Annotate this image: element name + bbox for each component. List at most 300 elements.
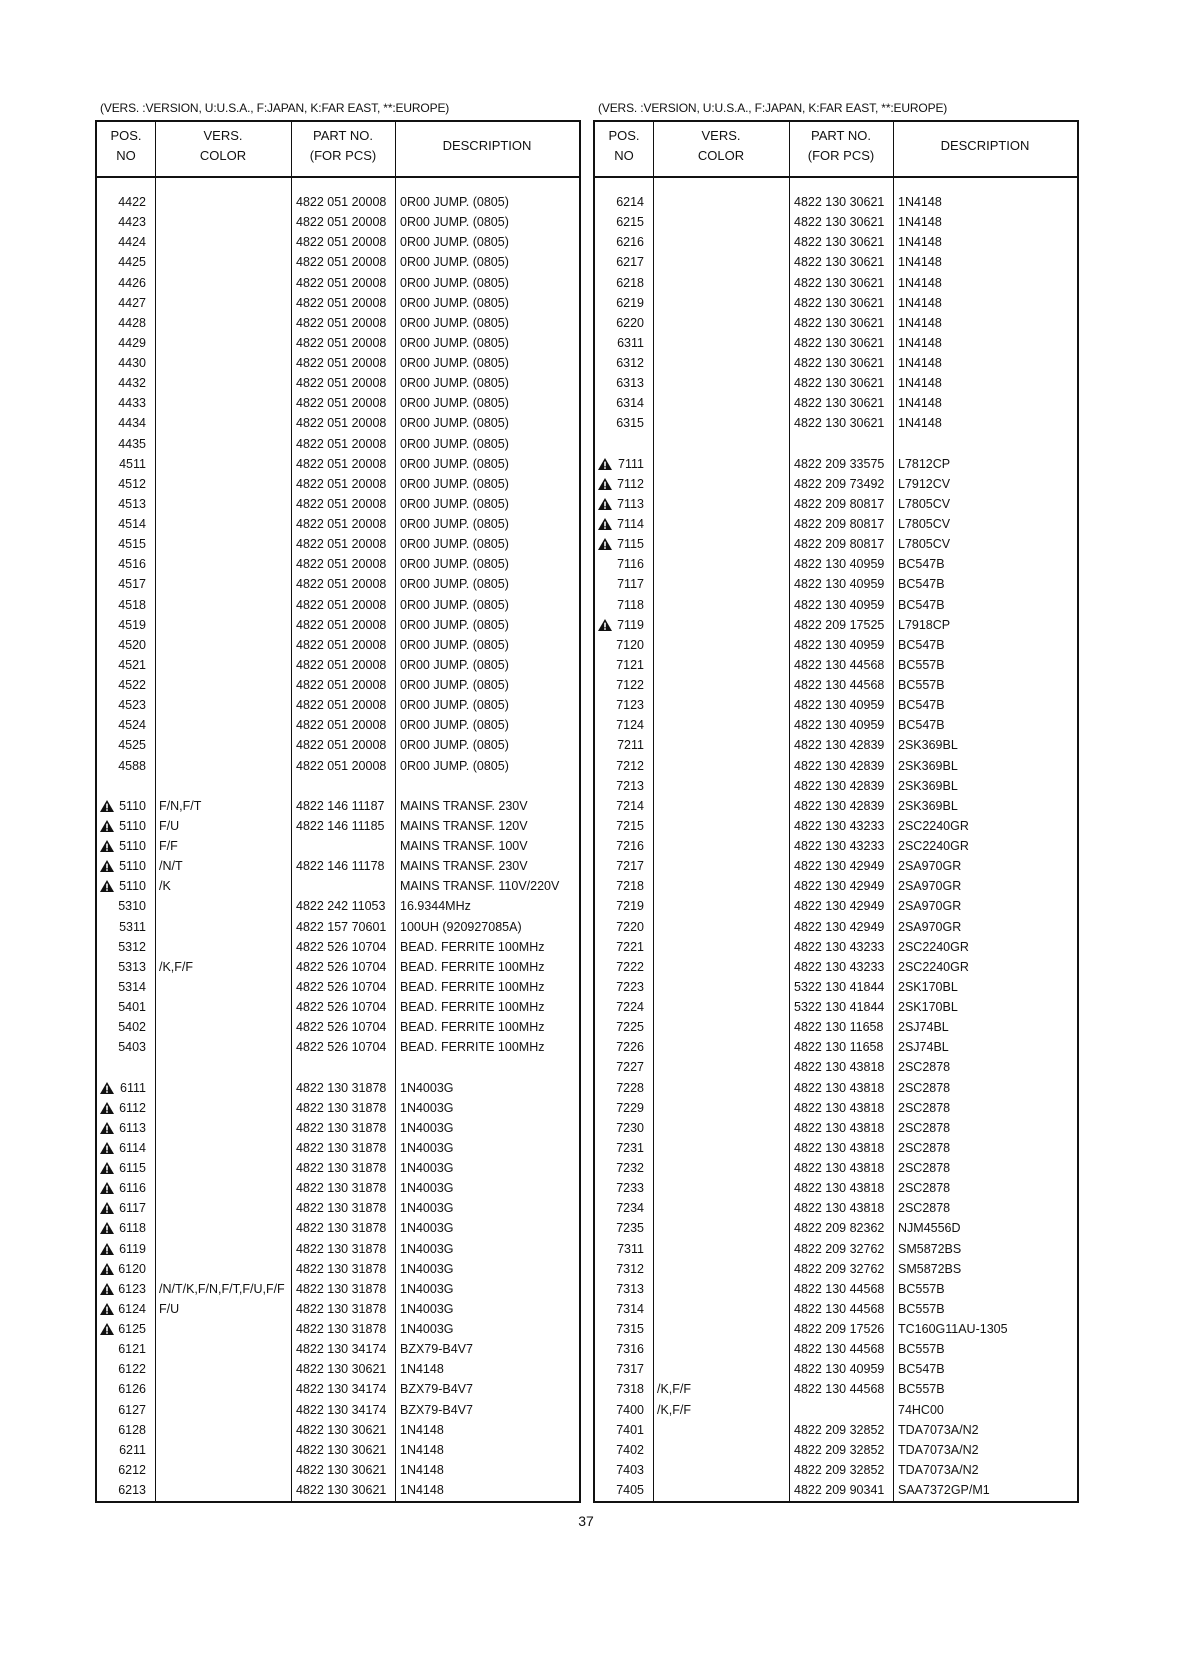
vers-color-text: /N/T/K,F/N,F/T,F/U,F/F [159,1281,285,1296]
description-cell [395,957,579,977]
pos-no-text: 6214 [616,195,644,209]
pos-no-text: 4525 [118,738,146,753]
description-cell [395,735,579,755]
pos-no-text: 5401 [118,1000,146,1014]
table-row [595,675,1077,695]
part-no-text: 4822 130 42949 [794,879,885,894]
part-no-cell [789,1299,893,1319]
description-cell [893,836,1077,856]
description-text: BEAD. FERRITE 100MHz [400,1000,545,1014]
pos-no-cell [595,896,653,916]
part-no-cell [789,1379,893,1399]
header-description [893,122,1077,176]
description-cell [893,876,1077,896]
part-no-text: 4822 130 31878 [296,1221,387,1236]
vers-color-cell [653,293,789,313]
part-no-text: 4822 130 44568 [794,678,885,692]
description-cell [395,997,579,1017]
part-no-text: 4822 130 43233 [794,959,885,974]
pos-no-cell [97,273,155,293]
vers-color-cell [653,1440,789,1460]
part-no-cell [291,333,395,353]
part-no-cell [291,554,395,574]
part-no-text: 4822 130 30621 [794,416,885,431]
description-cell [893,735,1077,755]
description-cell [893,1178,1077,1198]
description-cell [395,373,579,393]
description-text: TDA7073A/N2 [898,1422,979,1437]
description-text: 0R00 JUMP. (0805) [400,456,509,471]
part-no-text: 4822 130 11658 [794,1020,884,1035]
part-no-cell [789,373,893,393]
pos-no-text: 7218 [616,879,644,894]
part-no-text: 4822 130 31878 [296,1100,387,1115]
description-cell [395,232,579,252]
part-no-cell [789,1218,893,1238]
part-no-text: 4822 051 20008 [296,275,387,290]
part-no-text: 4822 146 11178 [296,859,385,874]
vers-color-cell [155,1017,291,1037]
table-row [595,896,1077,916]
table-row [97,615,579,635]
description-text: 2SC2240GR [898,939,969,954]
part-no-text: 4822 051 20008 [296,255,387,270]
part-no-text: 4822 130 44568 [794,1382,885,1397]
part-no-text: 4822 130 43818 [794,1060,885,1075]
part-no-text: 4822 130 11658 [794,1040,884,1055]
warning-icon [598,538,612,550]
table-row [97,1078,579,1098]
warning-icon [100,1082,114,1094]
description-cell [893,192,1077,212]
part-no-cell [789,554,893,574]
table-row [595,1098,1077,1118]
description-cell [395,715,579,735]
vers-color-cell [653,615,789,635]
part-no-cell [789,192,893,212]
pos-no-cell [595,1460,653,1480]
vers-color-cell [653,1078,789,1098]
table-row [97,896,579,916]
pos-no-cell [595,756,653,776]
description-cell [395,856,579,876]
part-no-cell [291,896,395,916]
pos-no-cell [97,1359,155,1379]
description-text: 1N4148 [898,235,942,250]
description-cell [893,756,1077,776]
pos-no-cell [97,1339,155,1359]
vers-color-cell [155,393,291,413]
description-text: 2SK369BL [898,798,958,813]
description-text: 1N4148 [898,295,942,310]
table-row [97,293,579,313]
pos-no-cell [97,293,155,313]
pos-no-text: 4521 [118,657,146,672]
pos-no-text: 7228 [616,1080,644,1095]
pos-no-cell [97,1078,155,1098]
description-text: BZX79-B4V7 [400,1342,473,1357]
vers-color-cell [155,514,291,534]
pos-no-cell [595,937,653,957]
description-cell [893,273,1077,293]
pos-no-text: 6312 [616,356,644,370]
description-text: 1N4148 [400,1362,444,1377]
description-text: 0R00 JUMP. (0805) [400,678,509,692]
description-cell [893,1198,1077,1218]
pos-no-cell [97,756,155,776]
part-no-cell [291,1218,395,1238]
pos-no-cell [595,1440,653,1460]
pos-no-text: 6213 [118,1483,146,1497]
description-cell [395,1198,579,1218]
part-no-text: 4822 130 42949 [794,919,885,934]
part-no-cell [291,434,395,454]
vers-color-cell [653,997,789,1017]
pos-no-text: 7224 [616,1000,644,1014]
vers-color-cell [155,695,291,715]
vers-color-cell [155,876,291,896]
table-row [595,212,1077,232]
part-no-text: 4822 130 42949 [794,859,885,874]
description-text: BC547B [898,718,945,733]
description-text: 1N4148 [898,416,942,431]
pos-no-cell [595,1239,653,1259]
table-row [595,796,1077,816]
pos-no-text: 7233 [616,1181,644,1196]
part-no-text: 4822 051 20008 [296,517,387,531]
description-text: 0R00 JUMP. (0805) [400,436,509,451]
warning-icon [100,1182,114,1194]
pos-no-cell [97,1158,155,1178]
vers-color-cell [155,595,291,615]
description-cell [893,776,1077,796]
description-cell [893,252,1077,272]
pos-no-cell [97,1037,155,1057]
part-no-cell [291,1279,395,1299]
pos-no-text: 5314 [118,979,146,994]
description-text: 1N4003G [400,1161,454,1175]
table-row [97,675,579,695]
part-no-text: 4822 209 33575 [794,456,885,471]
pos-no-text: 7119 [617,617,644,632]
description-text: TC160G11AU-1305 [898,1322,1008,1336]
description-cell [395,252,579,272]
part-no-cell [291,514,395,534]
pos-no-cell [97,1319,155,1339]
description-cell [395,1460,579,1480]
pos-no-cell [97,1299,155,1319]
part-no-cell [291,1098,395,1118]
vers-color-cell [155,574,291,594]
part-no-cell [291,735,395,755]
pos-no-cell [595,232,653,252]
part-no-cell [291,1118,395,1138]
description-text: SAA7372GP/M1 [898,1483,990,1497]
part-no-text: 4822 130 30621 [794,275,885,290]
vers-color-cell [155,715,291,735]
description-text: L7805CV [898,496,951,511]
description-text: 1N4148 [400,1483,444,1497]
table-row [97,252,579,272]
header-vers-color [653,122,789,176]
description-text: BC547B [898,698,945,713]
description-cell [395,413,579,433]
pos-no-text: 6120 [118,1261,146,1276]
description-cell [893,1158,1077,1178]
pos-no-text: 5403 [118,1040,146,1055]
pos-no-cell [595,917,653,937]
pos-no-text: 4516 [118,557,146,572]
pos-no-cell [97,232,155,252]
pos-no-cell [97,675,155,695]
part-no-cell [291,937,395,957]
pos-no-cell [97,977,155,997]
pos-no-text: 4422 [118,195,146,209]
description-cell [395,273,579,293]
pos-no-text: 7215 [616,818,644,833]
description-text: 0R00 JUMP. (0805) [400,255,509,270]
pos-no-text: 4429 [118,335,146,350]
table-row [595,554,1077,574]
description-cell [893,1037,1077,1057]
pos-no-text: 7226 [616,1040,644,1055]
vers-color-cell [155,313,291,333]
description-cell [893,393,1077,413]
description-cell [395,534,579,554]
vers-color-cell [155,836,291,856]
part-no-cell [291,595,395,615]
description-cell [395,796,579,816]
part-no-text: 4822 130 30621 [296,1442,387,1457]
pos-no-text: 5310 [118,899,146,914]
part-no-cell [789,1098,893,1118]
part-no-cell [789,313,893,333]
pos-no-cell [595,393,653,413]
description-cell [893,1299,1077,1319]
part-no-text: 4822 130 31878 [296,1281,387,1296]
pos-no-text: 5110 [119,798,146,813]
description-text: 0R00 JUMP. (0805) [400,315,509,330]
part-no-cell [789,1078,893,1098]
description-cell [893,1400,1077,1420]
part-no-cell [789,816,893,836]
part-no-cell [291,1057,395,1077]
part-no-cell [789,434,893,454]
part-no-cell [789,252,893,272]
description-text: 1N4003G [400,1100,454,1115]
description-cell [893,1078,1077,1098]
description-cell [395,514,579,534]
part-no-cell [291,977,395,997]
vers-color-cell [653,1339,789,1359]
pos-no-cell [97,715,155,735]
vers-color-cell [155,1420,291,1440]
warning-icon [100,1222,114,1234]
part-no-text: 4822 209 73492 [794,476,885,491]
part-no-cell [291,1017,395,1037]
pos-no-cell [97,816,155,836]
part-no-cell [789,1198,893,1218]
pos-no-text: 6218 [616,275,644,290]
pos-no-text: 7401 [616,1422,644,1437]
description-cell [893,434,1077,454]
part-no-text: 4822 051 20008 [296,678,387,692]
pos-no-cell [595,252,653,272]
pos-no-cell [97,554,155,574]
description-cell [893,494,1077,514]
vers-color-cell [653,776,789,796]
vers-color-cell [653,1118,789,1138]
description-cell [395,615,579,635]
pos-no-text: 7220 [616,919,644,934]
pos-no-cell [595,1379,653,1399]
pos-no-cell [97,333,155,353]
part-no-cell [291,413,395,433]
warning-icon [100,1303,114,1315]
pos-no-text: 7230 [616,1120,644,1135]
description-cell [893,1118,1077,1138]
pos-no-text: 7120 [616,637,644,652]
description-text: 74HC00 [898,1402,944,1417]
pos-no-cell [97,514,155,534]
description-text: 16.9344MHz [400,899,471,914]
part-no-cell [291,756,395,776]
table-row [595,635,1077,655]
pos-no-text: 7213 [616,778,644,793]
vers-color-cell [155,1078,291,1098]
vers-color-cell [653,373,789,393]
part-no-text: 4822 130 31878 [296,1241,387,1256]
table-row [97,192,579,212]
vers-color-cell [155,957,291,977]
part-no-text: 4822 051 20008 [296,376,387,391]
warning-icon [100,1102,114,1114]
table-row [97,1339,579,1359]
part-no-text: 4822 130 40959 [794,1362,885,1377]
description-cell [395,1218,579,1238]
description-text: 1N4003G [400,1301,454,1316]
description-text: L7812CP [898,456,951,471]
description-cell [893,333,1077,353]
table-row [97,554,579,574]
part-no-cell [789,1400,893,1420]
part-no-text: 4822 051 20008 [296,758,387,773]
description-text: 1N4003G [400,1241,454,1256]
vers-color-cell [653,192,789,212]
description-text: 2SK369BL [898,778,958,793]
part-no-cell [789,1057,893,1077]
table-row [97,776,579,796]
description-cell [395,1299,579,1319]
warning-icon [100,1283,114,1295]
part-no-cell [291,1440,395,1460]
description-text: L7912CV [898,476,951,491]
part-no-cell [789,1480,893,1500]
vers-color-cell [653,695,789,715]
description-text: 2SK369BL [898,738,958,753]
pos-no-text: 7314 [616,1301,644,1316]
part-no-text: 4822 130 31878 [296,1261,387,1276]
part-no-cell [291,1359,395,1379]
description-text: 0R00 JUMP. (0805) [400,275,509,290]
part-no-text: 4822 130 43818 [794,1080,885,1095]
vers-color-cell [155,1480,291,1500]
table-row [97,1198,579,1218]
part-no-cell [789,937,893,957]
table-row [97,212,579,232]
description-cell [893,715,1077,735]
part-no-cell [291,192,395,212]
description-text: 2SC2878 [898,1120,951,1135]
description-text: 1N4003G [400,1080,454,1095]
part-no-cell [291,695,395,715]
pos-no-cell [595,1138,653,1158]
description-cell [893,514,1077,534]
part-no-cell [291,252,395,272]
table-header [595,122,1077,178]
description-text: 100UH (920927085A) [400,919,522,934]
table-row [595,1339,1077,1359]
part-no-text: 4822 051 20008 [296,557,387,572]
description-text: 0R00 JUMP. (0805) [400,335,509,350]
part-no-text: 4822 526 10704 [296,1000,387,1014]
description-cell [395,1118,579,1138]
table-row [97,836,579,856]
vers-color-cell [155,1279,291,1299]
table-header [97,122,579,178]
part-no-cell [291,574,395,594]
pos-no-cell [97,655,155,675]
description-cell [893,293,1077,313]
pos-no-cell [595,776,653,796]
table-row [595,937,1077,957]
pos-no-text: 5402 [118,1020,146,1035]
part-no-cell [789,615,893,635]
pos-no-text: 4432 [118,376,146,391]
pos-no-cell [595,574,653,594]
vers-color-cell [653,514,789,534]
pos-no-text: 7122 [616,678,644,692]
pos-no-text: 7400 [616,1402,644,1417]
description-cell [893,1279,1077,1299]
pos-no-cell [97,1138,155,1158]
description-text: 0R00 JUMP. (0805) [400,215,509,230]
vers-color-cell [155,1460,291,1480]
pos-no-cell [97,494,155,514]
part-no-text: 4822 209 32762 [794,1261,885,1276]
pos-no-text: 6217 [616,255,644,270]
pos-no-cell [97,212,155,232]
description-text: 2SJ74BL [898,1040,949,1055]
description-cell [395,454,579,474]
part-no-cell [291,816,395,836]
part-no-text: 4822 130 42839 [794,798,885,813]
pos-no-cell [595,212,653,232]
part-no-cell [789,756,893,776]
description-text: BC547B [898,597,945,612]
pos-no-cell [97,595,155,615]
pos-no-text: 6113 [119,1120,146,1135]
pos-no-cell [97,856,155,876]
table-row [97,1218,579,1238]
part-no-text: 4822 130 43818 [794,1201,885,1216]
part-no-text: 4822 130 44568 [794,657,885,672]
pos-no-text: 6123 [118,1281,146,1296]
table-row [595,534,1077,554]
pos-no-cell [595,1359,653,1379]
description-text: 1N4003G [400,1201,454,1216]
description-text: 0R00 JUMP. (0805) [400,376,509,391]
